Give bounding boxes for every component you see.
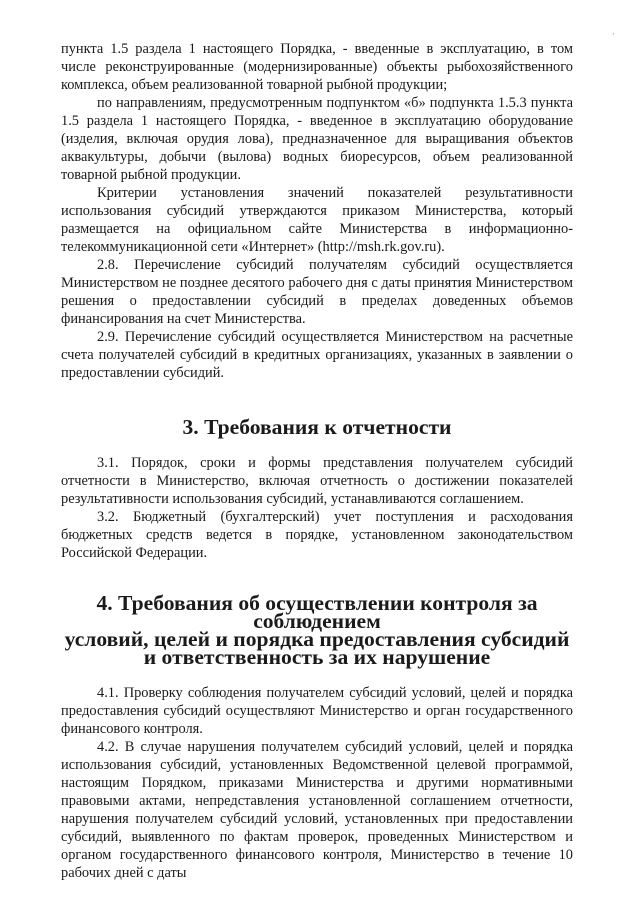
section-4-heading-line: и ответственность за их нарушение (143, 645, 491, 669)
paragraph-4-1: 4.1. Проверку соблюдения получателем субсидий условий, целей и порядка предоставления субсидий осуществляют Министерство и орган государственного финансового контроля. (61, 685, 573, 737)
section-4-heading-line: 4. Требования об осуществлении контроля за соблюдением (96, 591, 538, 633)
document-page (61, 40, 573, 882)
corner-mark: · (612, 29, 615, 39)
paragraph-3-2: 3.2. Бюджетный (бухгалтерский) учет поступления и расходования бюджетных средств ведется в порядке, установленном законодательством Российской Федерации. (61, 509, 573, 561)
paragraph-equipment: по направлениям, предусмотренным подпунктом «б» подпункта 1.5.3 пункта 1.5 раздела 1 настоящего Порядка, - введенное в эксплуатацию оборудование (изделия, включая орудия лова), предназначенное для выращивания объектов аквакультуры, добычи (вылова) водных биоресурсов, объем реализованной товарной рыбной продукции. (61, 95, 573, 183)
paragraph-criteria: Критерии установления значений показателей результативности использования субсидий утверждаются приказом Министерства, который размещается на официальном сайте Министерства в информационно-телекоммуникационной сети «Интернет» (http://msh.rk.gov.ru). (61, 185, 573, 255)
paragraph-continuation: пункта 1.5 раздела 1 настоящего Порядка, - введенные в эксплуатацию, в том числе реконструированные (модернизированные) объекты рыбохозяйственного комплекса, объем реализованной товарной рыбной продукции; (61, 41, 573, 93)
paragraph-3-1: 3.1. Порядок, сроки и формы представления получателем субсидий отчетности в Министерство, включая отчетность о достижении показателей результативности использования субсидий, устанавливаются соглашением. (61, 455, 573, 507)
spacer (61, 562, 573, 594)
section-3-heading: 3. Требования к отчетности (182, 415, 452, 439)
paragraph-2-9: 2.9. Перечисление субсидий осуществляется Министерством на расчетные счета получателей субсидий в кредитных организациях, указанных в заявлении о предоставлении субсидий. (61, 329, 573, 381)
spacer (61, 382, 573, 418)
paragraph-4-2: 4.2. В случае нарушения получателем субсидий условий, целей и порядка использования субсидий, установленных Ведомственной целевой программой, настоящим Порядком, приказами Министерства и другими нормативными правовыми актами, непредставления установленной соглашением отчетности, нарушения получателем субсидий условий, установленных при предоставлении субсидий, выявленного по фактам проверок, проведенных Министерством и органом государственного финансового контроля, Министерство в течение 10 рабочих дней с даты (61, 739, 573, 881)
section-4-heading (61, 591, 573, 669)
paragraph-2-8: 2.8. Перечисление субсидий получателям субсидий осуществляется Министерством не позднее десятого рабочего дня с даты принятия Министерством решения о предоставлении субсидий в пределах доведенных объемов финансирования на счет Министерства. (61, 257, 573, 327)
section-4-heading-line: условий, целей и порядка предоставления субсидий (64, 627, 570, 651)
